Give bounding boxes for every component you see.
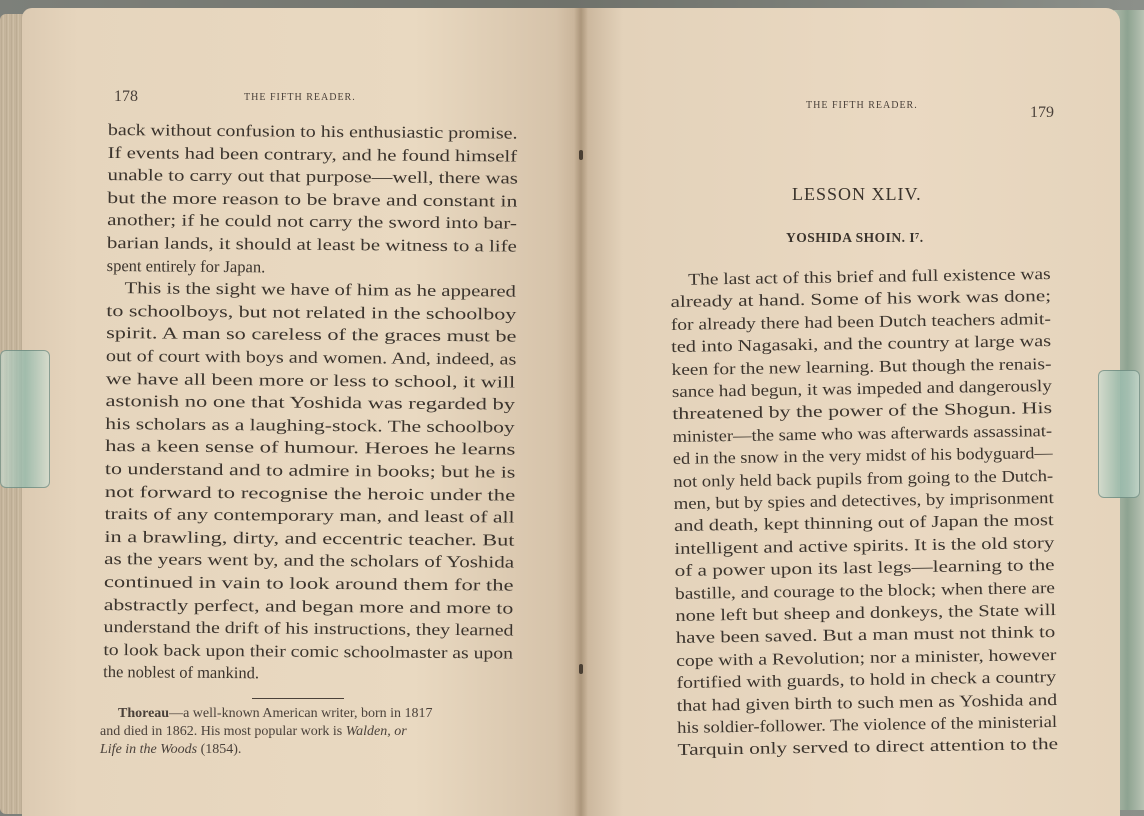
body-text-line: continued in vain to look around them for the [103,571,514,595]
footnote-line-2 [100,724,407,740]
body-text-line: back without confusion to his enthusiastic promise. [107,120,518,143]
right-page-number: 179 [1030,104,1054,121]
body-text-line: of a power upon its last legs—learning to the [674,555,1055,581]
footnote-line-1 [118,706,433,722]
body-text-line: ed in the snow in the very midst of his bodyguard— [672,443,1053,469]
body-text-line: we have all been more or less to school, it will [105,368,516,392]
left-page [22,8,584,816]
body-text-line: ted into Nagasaki, and the country at large was [671,331,1052,357]
body-text-line: as the years went by, and the scholars of Yoshida [104,549,515,572]
body-text-line: out of court with boys and women. And, indeed, as [105,345,517,369]
footnote-rule [252,698,344,699]
body-text-line: that had given birth to such men as Yoshida and [676,689,1058,715]
body-text-line: another; if he could not carry the sword into bar- [107,210,518,233]
body-text-line: the noblest of mankind. [103,662,260,683]
binding-stitch [579,150,583,160]
body-text-line: spirit. A man so careless of the graces must be [106,323,517,346]
body-text-line: not only held back pupils from going to the Dutch- [673,465,1054,491]
body-text-line: men, but by spies and detectives, by imprisonment [673,488,1054,513]
body-text-line: unable to carry out that purpose—well, there was [107,165,518,188]
book-gutter [574,8,588,816]
lesson-title: LESSON XLIV. [792,184,922,204]
footnote-line-3 [100,742,241,758]
body-text-line: to schoolboys, but not related in the schoolboy [106,300,517,324]
body-text-line: astonish no one that Yoshida was regarded by [105,391,516,414]
body-text-line: in a brawling, dirty, and eccentric teacher. But [104,526,515,550]
body-text-line: If events had been contrary, and he found himself [107,142,518,166]
body-text-line: threatened by the power of the Shogun. His [672,398,1053,424]
left-page-body [103,120,518,714]
left-running-head: THE FIFTH READER. [244,92,356,103]
body-text-line: but the more reason to be brave and constant in [107,187,518,211]
body-text-line: Tarquin only served to direct attention to the [677,734,1059,760]
body-text-line: bastille, and courage to the block; when there are [674,577,1056,603]
body-text-line: none left but sheep and donkeys, the State will [675,599,1057,625]
body-text-line: to look back upon their comic schoolmaster as upon [103,639,514,663]
right-page [580,8,1120,816]
body-text-line: already at hand. Some of his work was done; [670,286,1052,312]
body-text-line: This is the sight we have of him as he appeared [124,278,516,301]
body-text-line: his soldier-follower. The violence of the ministerial [677,711,1058,737]
body-text-line: for already there had been Dutch teachers admit- [670,308,1052,334]
footnote-text-3: (1854). [197,742,242,757]
footnote-text-1: —a well-known American writer, born in 1817 [169,706,433,721]
body-text-line: to understand and to admire in books; but he is [104,458,516,482]
right-page-body [670,264,1078,780]
page-holder-clip-right [1098,370,1140,498]
lesson-subtitle: YOSHIDA SHOIN. I⁷. [786,230,924,245]
binding-stitch [579,664,583,674]
body-text-line: traits of any contemporary man, and least of all [104,504,515,527]
body-text-line: spent entirely for Japan. [106,255,266,276]
body-text-line: minister—the same who was afterwards assassinat- [672,420,1053,446]
body-text-line: intelligent and active spirits. It is the old story [674,532,1055,558]
footnote-text-2: and died in 1862. His most popular work is [100,724,346,739]
body-text-line: keen for the new learning. But though the renais- [671,353,1052,379]
page-holder-clip-left [0,350,50,488]
right-running-head: THE FIFTH READER. [806,100,918,111]
body-text-line: fortified with guards, to hold in check a country [676,667,1057,693]
body-text-line: has a keen sense of humour. Heroes he learns [105,436,516,459]
footnote-term: Thoreau [118,706,170,721]
body-text-line: The last act of this brief and full existence was [687,264,1051,289]
footnote-title-1: Walden, or [345,724,407,739]
body-text-line: his scholars as a laughing-stock. The schoolboy [105,413,515,437]
body-text-line: have been saved. But a man must not think to [675,622,1056,648]
body-text-line: and death, kept thinning out of Japan the most [673,510,1054,536]
footnote-title-2: Life in the Woods [100,742,198,757]
body-text-line: barian lands, it should at least be witness to a life [106,232,517,256]
body-text-line: sance had begun, it was impeded and dangerously [671,376,1052,401]
body-text-line: understand the drift of his instructions, they learned [103,617,514,640]
body-text-line: cope with a Revolution; nor a minister, however [675,644,1057,670]
body-text-line: abstractly perfect, and began more and more to [103,594,514,618]
body-text-line: not forward to recognise the heroic under the [104,481,516,505]
left-page-number: 178 [114,88,138,105]
